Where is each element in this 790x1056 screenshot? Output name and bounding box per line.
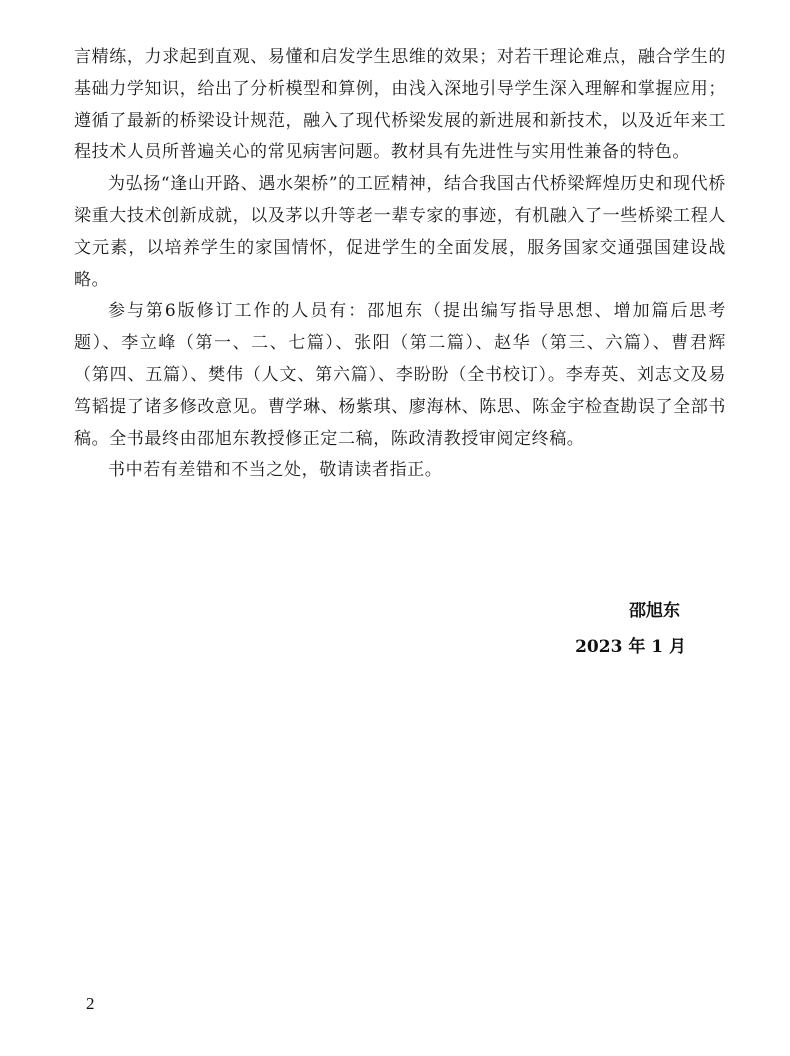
page-number: 2 <box>86 994 95 1013</box>
paragraph-corrections: 书中若有差错和不当之处，敬请读者指正。 <box>108 460 443 481</box>
signature-name: 邵旭东 <box>629 601 680 621</box>
body-text <box>74 42 726 487</box>
paragraph-contributors: 参与第6版修订工作的人员有：邵旭东（提出编写指导思想、增加篇后思考题）、李立峰（第一、二、七篇）、张阳（第二篇）、赵华（第三、六篇）、曹君辉（第四、五篇）、樊伟（人文、第六篇）、李盼盼（全书校订）。李寿英、刘志文及易笃韬提了诸多修改意见。曹学琳、杨紫琪、廖海林、陈思、陈金宇检查勘误了全部书稿。全书最终由邵旭东教授修正定二稿，陈政清教授审阅定终稿。 <box>74 301 726 449</box>
signature-date: 2023 年 1 月 <box>575 637 686 657</box>
paragraph-craftsman-spirit: 为弘扬“逢山开路、遇水架桥”的工匠精神，结合我国古代桥梁辉煌历史和现代桥梁重大技术创新成就，以及茅以升等老一辈专家的事迹，有机融入了一些桥梁工程人文元素，以培养学生的家国情怀，促进学生的全面发展，服务国家交通强国建设战略。 <box>74 174 726 290</box>
paragraph-continuation: 言精练，力求起到直观、易懂和启发学生思维的效果；对若干理论难点，融合学生的基础力学知识，给出了分析模型和算例，由浅入深地引导学生深入理解和掌握应用；遵循了最新的桥梁设计规范，融入了现代桥梁发展的新进展和新技术，以及近年来工程技术人员所普遍关心的常见病害问题。教材具有先进性与实用性兼备的特色。 <box>74 47 726 163</box>
